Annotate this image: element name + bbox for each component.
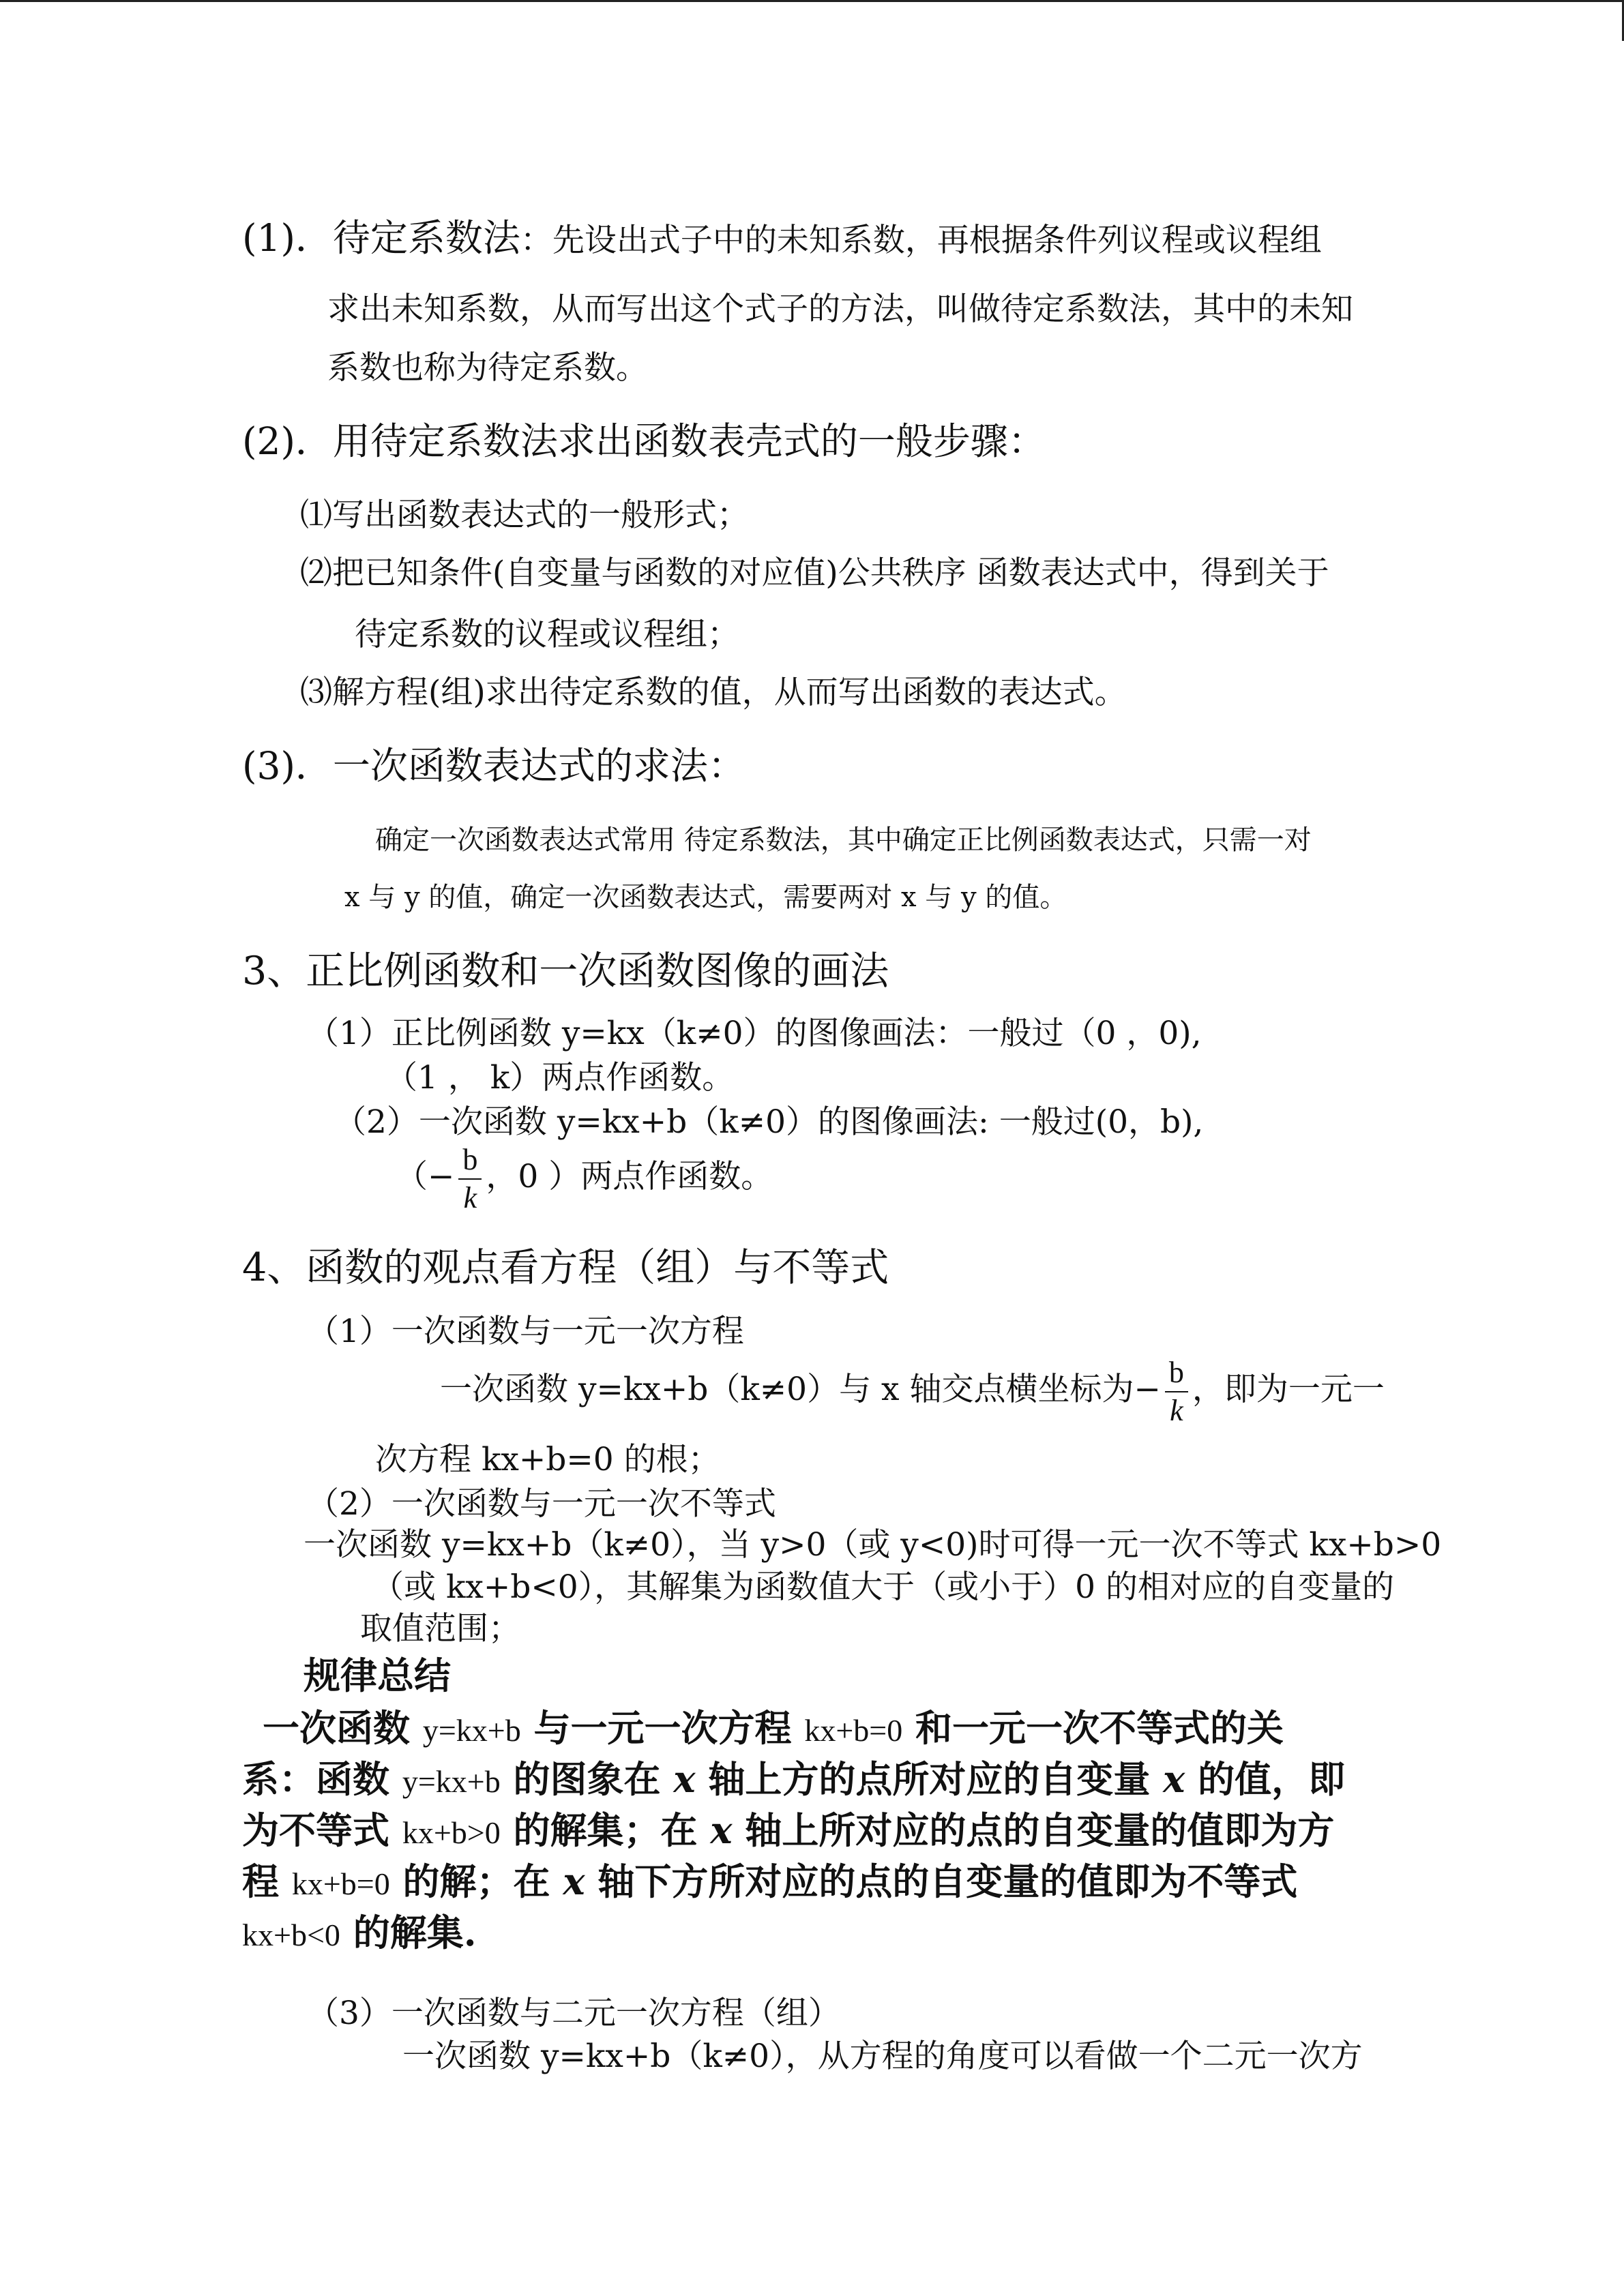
sec4-sub1-para-a: 一次函数 y=kx+b（k≠0）与 x 轴交点横坐标为− [440,1371,1161,1409]
s3-paragraph-line1: 确定一次函数表达式常用 待定系数法，其中确定正比例函数表达式，只需一对 [375,824,1312,856]
s3-paragraph-line2: x 与 y 的值，确定一次函数表达式，需要两对 x 与 y 的值。 [344,882,1067,913]
summary-l4-d: 轴下方所对应的点的自变量的值即为不等式 [585,1860,1298,1903]
fraction-numerator-2: b [1165,1357,1188,1392]
summary-l2-e: 的值，即 [1185,1757,1346,1801]
sec4-sub2-line1: 一次函数 y=kx+b（k≠0），当 y>0（或 y<0)时可得一元一次不等式 kx+b>0 [304,1526,1442,1564]
sec4-sub1-para-line2: 次方程 kx+b=0 的根； [375,1441,720,1478]
summary-line3 [242,1808,1334,1853]
s1-heading: (1)．待定系数法 [242,216,520,260]
sec3-item1-line2: （1 ， k）两点作函数。 [385,1059,735,1097]
page-top-border [0,0,1624,2]
s3-heading: (3)．一次函数表达式的求法： [242,744,745,788]
summary-l1-e: 和一元一次不等式的关 [902,1706,1284,1750]
summary-l3-x: x [710,1808,733,1852]
sec3-heading: 3、正比例函数和一次函数图像的画法 [242,949,889,994]
summary-title: 规律总结 [304,1654,451,1697]
summary-l4-b: kx+b=0 [291,1866,390,1901]
sec5-sub3: （3）一次函数与二元一次方程（组） [307,1995,840,2032]
fraction-numerator: b [458,1144,482,1180]
s1-line1 [242,215,1322,260]
summary-l2-c: 的图象在 [500,1757,674,1801]
sec4-heading: 4、函数的观点看方程（组）与不等式 [242,1245,889,1290]
summary-l5-a: kx+b<0 [242,1918,340,1952]
fraction-b-over-k-2 [1165,1357,1188,1427]
summary-line5 [242,1911,477,1955]
summary-l2-x2: x [1163,1757,1185,1801]
sec4-sub1: （1）一次函数与一元一次方程 [307,1313,744,1350]
summary-l2-b: y=kx+b [402,1764,501,1799]
s2-step2-line1: ⑵把已知条件(自变量与函数的对应值)公共秩序 函数表达式中，得到关于 [300,554,1329,592]
s2-heading: (2)．用待定系数法求出函数表壳式的一般步骤： [242,419,1046,463]
summary-line2 [242,1757,1345,1802]
summary-l4-a: 程 [242,1860,292,1903]
summary-l1-a: 一次函数 [263,1706,423,1750]
summary-l5-b: 的解集. [340,1911,477,1954]
sec3-item2-rest: ，0 ）两点作函数。 [486,1158,773,1196]
sec4-sub1-para-b: ，即为一元一 [1192,1371,1385,1409]
summary-l4-x: x [563,1860,585,1903]
summary-l1-c: 与一元一次方程 [520,1706,805,1750]
s2-step2-line2: 待定系数的议程或议程组； [355,616,739,653]
s1-line2: 求出未知系数，从而写出这个式子的方法，叫做待定系数法，其中的未知 [327,290,1353,328]
sec4-sub2-line2: （或 kx+b<0），其解集为函数值大于（或小于）0 的相对应的自变量的 [372,1568,1395,1606]
summary-l4-c: 的解；在 [389,1860,563,1903]
summary-line4 [242,1860,1297,1904]
summary-l1-d: kx+b=0 [804,1713,903,1748]
summary-l2-d: 轴上方的点所对应的自变量 [695,1757,1164,1801]
fraction-denominator-2: k [1170,1394,1183,1428]
s2-step3: ⑶解方程(组)求出待定系数的值，从而写出函数的表达式。 [300,674,1127,711]
sec4-sub1-para-line1 [440,1357,1385,1427]
sec3-item2-line2 [396,1144,773,1214]
sec5-sub3-line1: 一次函数 y=kx+b（k≠0），从方程的角度可以看做一个二元一次方 [402,2038,1363,2075]
summary-l3-a: 为不等式 [242,1808,402,1852]
summary-line1 [263,1706,1284,1750]
s1-definition-start: ：先设出式子中的未知系数，再根据条件列议程或议程组 [520,222,1322,259]
sec3-item2-open: （− [396,1158,455,1196]
summary-l1-b: y=kx+b [422,1713,521,1748]
sec4-sub2: （2）一次函数与一元一次不等式 [307,1485,776,1523]
summary-l2-a: 系：函数 [242,1757,402,1801]
sec3-item2-line1: （2）一次函数 y=kx+b（k≠0）的图像画法: 一般过(0，b), [334,1103,1204,1141]
summary-l2-x1: x [673,1757,696,1801]
s2-step1: ⑴写出函数表达式的一般形式； [300,496,749,534]
summary-l3-d: 轴上所对应的点的自变量的值即为方 [732,1808,1335,1852]
sec4-sub2-line3: 取值范围； [360,1610,520,1648]
summary-l3-c: 的解集；在 [500,1808,711,1852]
s1-line3: 系数也称为待定系数。 [327,349,648,387]
summary-l3-b: kx+b>0 [402,1815,501,1850]
sec3-item1-line1: （1）正比例函数 y=kx（k≠0）的图像画法：一般过（0 ，0), [307,1015,1202,1052]
fraction-b-over-k [458,1144,482,1214]
fraction-denominator: k [463,1181,477,1215]
